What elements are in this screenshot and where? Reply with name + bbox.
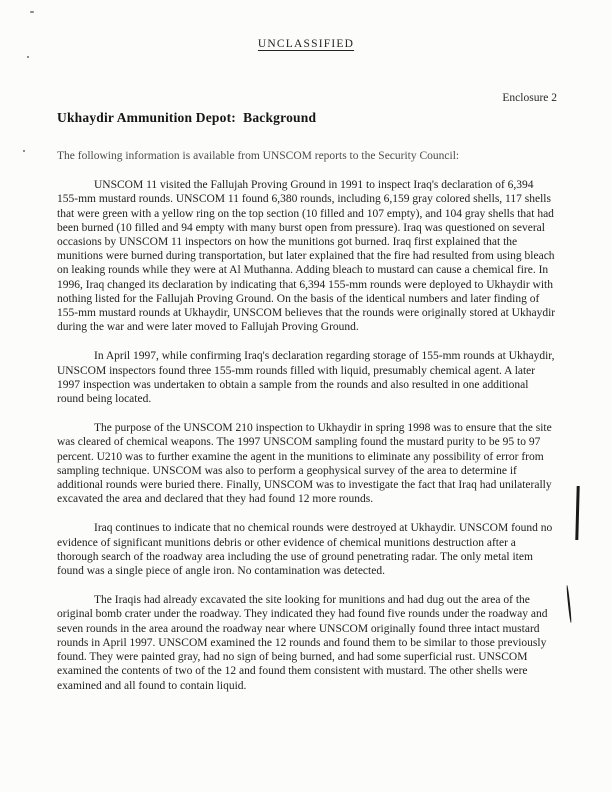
margin-annotation-line: [575, 486, 579, 540]
scan-speck: [27, 56, 29, 58]
document-body: [57, 110, 557, 693]
paragraph-unscom-210-purpose: The purpose of the UNSCOM 210 inspection to Ukhaydir in spring 1998 was to ensure that the site was cleared of chemical weapons. The 1997 UNSCOM sampling found the mustard purity to be 95 to 97 percent. U210 was to further examine the agent in the munitions to eliminate any possibility of error from sampling technique. UNSCOM was also to perform a geophysical survey of the area to determine if additional rounds were buried there. Finally, UNSCOM was to investigate the fact that Iraq had unilaterally excavated the area and declared that they had found 12 more rounds.: [57, 422, 552, 506]
intro-line: The following information is available from UNSCOM reports to the Security Council:: [57, 150, 460, 162]
enclosure-label: Enclosure 2: [502, 92, 557, 104]
margin-annotation-pen-stroke: [566, 585, 572, 623]
paragraph-fallujah-history: UNSCOM 11 visited the Fallujah Proving Ground in 1991 to inspect Iraq's declaration of 6,394 155-mm mustard rounds. UNSCOM 11 found 6,380 rounds, including 6,159 gray colored shells, 117 shells that were green with a yellow ring on the top section (10 filled and 107 empty), and 104 gray shells that had been burned (10 filled and 94 empty with many burst open from pressure). Iraq was questioned on several occasions by UNSCOM 11 inspectors on how the munitions got burned. Iraq first explained that the munitions were burned during transportation, but later explained that the fire had resulted from using bleach on leaking rounds while they were at Al Muthanna. Adding bleach to mustard can cause a chemical fire. In 1996, Iraq changed its declaration by indicating that 6,394 155-mm rounds were deployed to Ukhaydir with nothing listed for the Fallujah Proving Ground. On the basis of the identical numbers and later finding of 155-mm mustard rounds at Ukhaydir, UNSCOM believes that the rounds were originally stored at Ukhaydir during the war and were later moved to Fallujah Proving Ground.: [57, 179, 556, 334]
document-title: Ukhaydir Ammunition Depot: Background: [57, 110, 317, 125]
scan-speck: [23, 150, 25, 152]
paragraph-iraqi-excavation: The Iraqis had already excavated the site looking for munitions and had dug out the area of the original bomb crater under the roadway. They indicated they had found five rounds under the roadway and seven rounds in the area around the roadway near where UNSCOM originally found three intact mustard rounds in April 1997. UNSCOM examined the 12 rounds and found them to be similar to those previously found. They were painted gray, had no sign of being burned, and had some superficial rust. UNSCOM examined the contents of two of the 12 and found them consistent with mustard. The other shells were examined and all found to contain liquid.: [57, 594, 548, 692]
scan-speck: [30, 11, 34, 13]
classification-header: UNCLASSIFIED: [257, 38, 355, 50]
paragraph-no-destruction-evidence: Iraq continues to indicate that no chemical rounds were destroyed at Ukhaydir. UNSCOM found no evidence of significant munitions debris or other evidence of chemical munitions destruction after a thorough search of the roadway area including the use of ground penetrating radar. The only metal item found was a single piece of angle iron. No contamination was detected.: [57, 522, 553, 578]
paragraph-april-1997: In April 1997, while confirming Iraq's declaration regarding storage of 155-mm rounds at Ukhaydir, UNSCOM inspectors found three 155-mm rounds filled with liquid, presumably chemical agent. A later 1997 inspection was undertaken to obtain a sample from the rounds and also resulted in one additional round being located.: [57, 350, 555, 406]
